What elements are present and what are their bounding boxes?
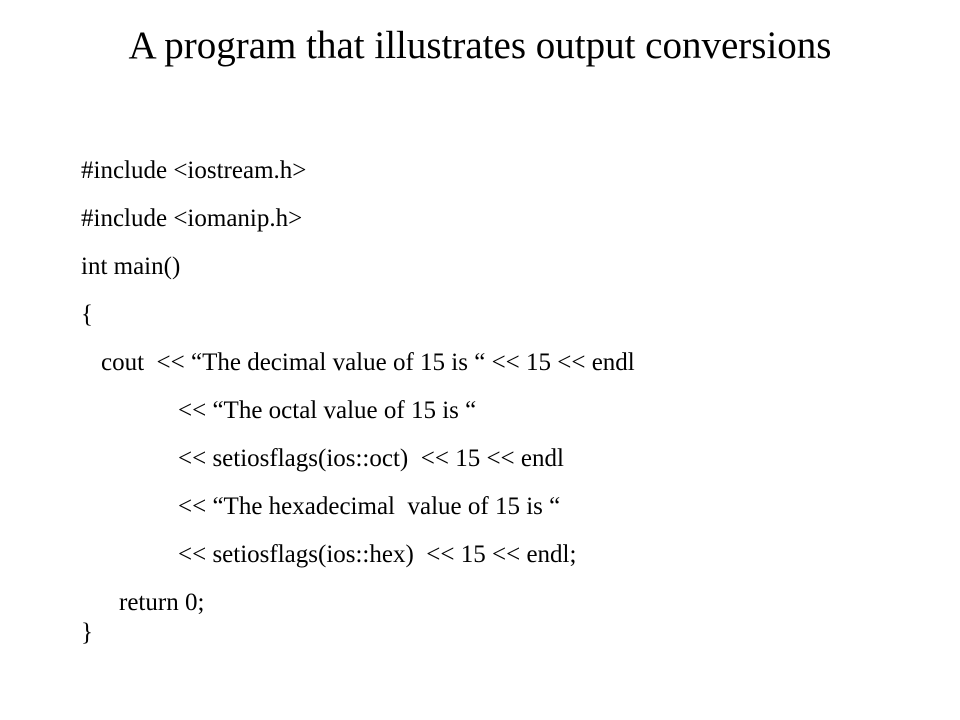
code-line-octal-label: << “The octal value of 15 is “ bbox=[178, 397, 477, 424]
code-line-close-brace: } bbox=[81, 619, 93, 646]
code-line-hex-label: << “The hexadecimal value of 15 is “ bbox=[178, 493, 561, 520]
code-line-main-signature: int main() bbox=[81, 253, 181, 280]
slide-title: A program that illustrates output conversions bbox=[128, 24, 832, 67]
code-line-return: return 0; bbox=[119, 589, 205, 616]
code-line-hex-value: << setiosflags(ios::hex) << 15 << endl; bbox=[178, 541, 577, 568]
code-line-octal-value: << setiosflags(ios::oct) << 15 << endl bbox=[178, 445, 564, 472]
code-line-cout-decimal: cout << “The decimal value of 15 is “ << 15 << endl bbox=[101, 349, 635, 376]
code-line-include-iostream: #include <iostream.h> bbox=[81, 157, 307, 184]
code-line-include-iomanip: #include <iomanip.h> bbox=[81, 205, 303, 232]
code-line-open-brace: { bbox=[81, 301, 93, 328]
